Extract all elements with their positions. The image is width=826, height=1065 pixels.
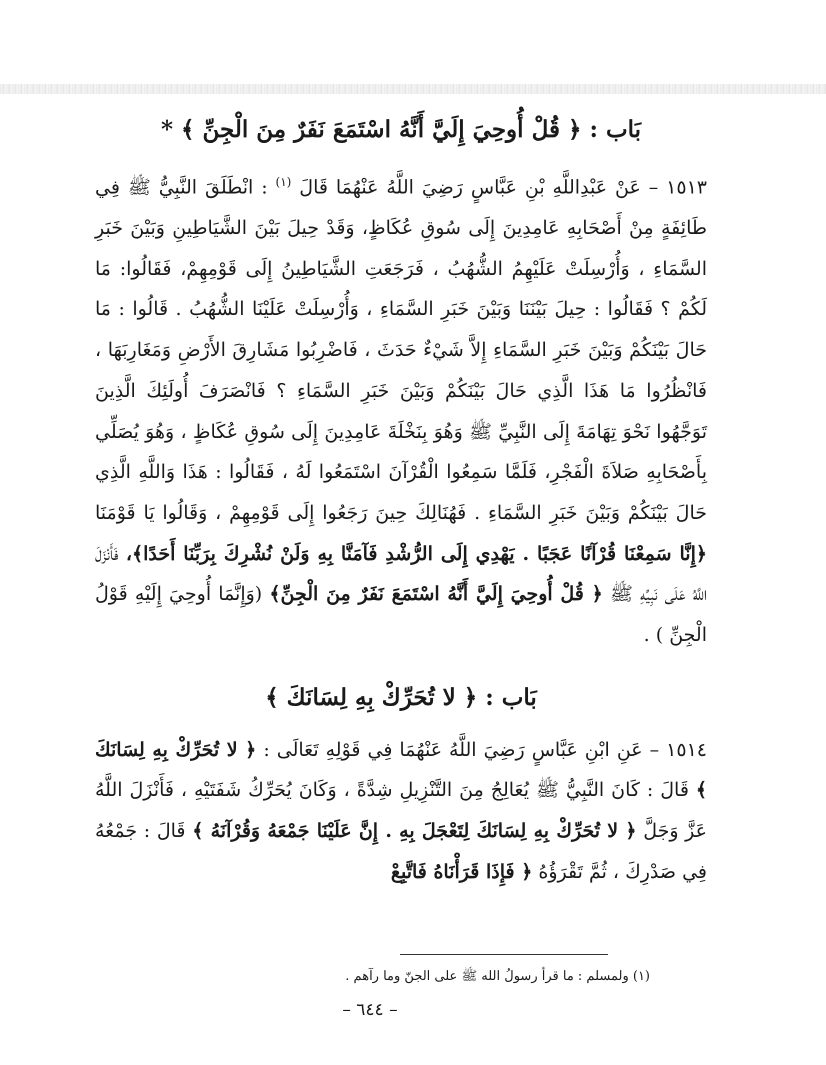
quran-quote: ﴿إِنَّا سَمِعْنَا قُرْآنًا عَجَبًا . يَهْدِي إِلَى الرُّشْدِ فَآمَنَّا بِهِ وَلَنْ نُشْرِكَ بِرَبِّنَا أَحَدًا﴾، <box>125 542 708 565</box>
footnote-divider <box>400 954 608 955</box>
hadith-number: ١٥١٣ – <box>640 176 707 199</box>
quran-quote: ﴿ لا تُحَرِّكْ بِهِ لِسَانَكَ ﴾ <box>95 738 707 802</box>
quran-quote: ﴿ فَإِذَا قَرَأْنَاهُ فَاتَّبِعْ <box>390 860 533 883</box>
quran-quote: ﴿ قُلْ أُوحِيَ إِلَيَّ أَنَّهُ اسْتَمَعَ نَفَرٌ مِنَ الْجِنِّ﴾ <box>269 583 603 606</box>
scan-edge-artifact <box>0 84 826 94</box>
page-number: – ٦٤٤ – <box>342 1000 398 1020</box>
hadith-text: قَالَ : كَانَ النَّبِيُّ ﷺ يُعَالِجُ مِنَ التَّنْزِيلِ شِدَّةً ، وَكَانَ يُحَرِّكُ شَفَتَيْهِ ، فَأَنْزَلَ اللَّهُ عَزَّ وَجَلَّ <box>95 779 707 843</box>
chapter-heading-1: بَاب : ﴿ قُلْ أُوحِيَ إِلَيَّ أَنَّهُ اسْتَمَعَ نَفَرٌ مِنَ الْجِنِّ ﴾ * <box>160 116 642 143</box>
hadith-1514 <box>95 730 707 893</box>
footnote-ref: (١) <box>275 175 292 189</box>
hadith-number: ١٥١٤ – <box>642 738 707 761</box>
hadith-text: فَأَنْزَلَ اللَّهُ عَلَى نَبِيِّهِ ﷺ <box>95 542 707 606</box>
hadith-text: عَنْ عَبْدِاللَّهِ بْنِ عَبَّاسٍ رَضِيَ اللَّهُ عَنْهُمَا قَالَ <box>299 176 641 199</box>
footnote: (١) ولمسلم : ما قرأ رسولُ الله ﷺ على الجنّ وما رآهم . <box>345 969 650 984</box>
hadith-1513 <box>95 162 707 656</box>
quran-quote: ﴿ لا تُحَرِّكْ بِهِ لِسَانَكَ لِتَعْجَلَ بِهِ . إِنَّ عَلَيْنَا جَمْعَهُ وَقُرْآنَهُ ﴾ <box>192 820 637 843</box>
chapter-heading-2: بَاب : ﴿ لا تُحَرِّكْ بِهِ لِسَانَكَ ﴾ <box>265 683 537 711</box>
hadith-text: : انْطَلَقَ النَّبِيُّ ﷺ فِي طَائِفَةٍ مِنْ أَصْحَابِهِ عَامِدِينَ إِلَى سُوقِ عُكَاظٍ، وَقَدْ حِيلَ بَيْنَ الشَّيَاطِينِ وَبَيْنَ خَبَرِ السَّمَاءِ ، وَأُرْسِلَتْ عَلَيْهِمُ الشُّهُبُ ، فَرَجَعَتِ الشَّيَاطِينُ إِلَى قَوْمِهِمْ، فَقَالُوا: مَا لَكُمْ ؟ فَقَالُوا : حِيلَ بَيْنَنَا وَبَيْنَ خَبَرِ السَّمَاءِ ، وَأُرْسِلَتْ عَلَيْنَا الشُّهُبُ . قَالُوا : مَا حَالَ بَيْنَكُمْ وَبَيْنَ خَبَرِ السَّمَاءِ إِلاَّ شَيْءٌ حَدَثَ ، فَاضْرِبُوا مَشَارِقَ الأَرْضِ وَمَغَارِبَهَا ، فَانْظُرُوا مَا هَذَا الَّذِي حَالَ بَيْنَكُمْ وَبَيْنَ خَبَرِ السَّمَاءِ ؟ فَانْصَرَفَ أُولَئِكَ الَّذِينَ تَوَجَّهُوا نَحْوَ تِهَامَةَ إِلَى النَّبِيِّ ﷺ وَهُوَ بِنَخْلَةَ عَامِدِينَ إِلَى سُوقِ عُكَاظٍ ، وَهُوَ يُصَلِّي بِأَصْحَابِهِ صَلاَةَ الْفَجْرِ، فَلَمَّا سَمِعُوا الْقُرْآنَ اسْتَمَعُوا لَهُ ، فَقَالُوا : هَذَا وَاللَّهِ الَّذِي حَالَ بَيْنَكُمْ وَبَيْنَ خَبَرِ السَّمَاءِ . فَهُنَالِكَ حِينَ رَجَعُوا إِلَى قَوْمِهِمْ ، وَقَالُوا يَا قَوْمَنَا <box>95 176 707 524</box>
hadith-text: قَالَ : جَمْعُهُ فِي صَدْرِكَ ، ثُمَّ تَقْرَؤُهُ <box>95 820 707 883</box>
page-body <box>95 112 707 893</box>
hadith-text: عَنِ ابْنِ عَبَّاسٍ رَضِيَ اللَّهُ عَنْهُمَا فِي قَوْلِهِ تَعَالَى : <box>263 738 643 761</box>
hadith-text: (وَإِنَّمَا أُوحِيَ إِلَيْهِ قَوْلُ الْجِنِّ ) . <box>95 583 707 647</box>
